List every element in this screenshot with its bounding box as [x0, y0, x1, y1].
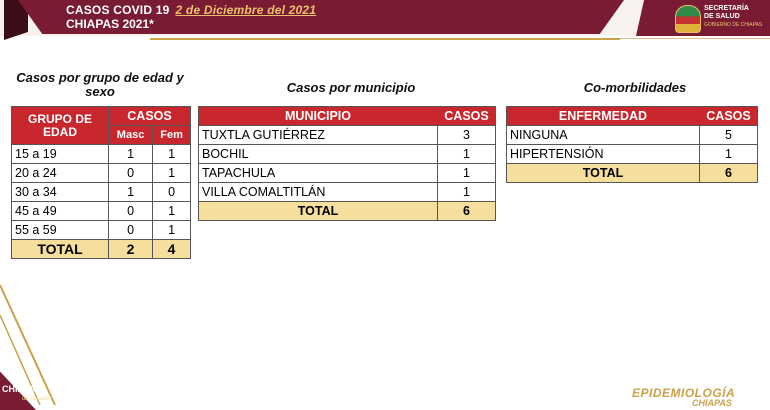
municipio-cell: BOCHIL [199, 145, 438, 164]
table-row [12, 183, 191, 202]
comorbidity-table [506, 106, 758, 183]
disease-cell: HIPERTENSIÓN [507, 145, 700, 164]
table-row [199, 126, 496, 145]
cases-cell: 1 [438, 164, 496, 183]
epidemiologia-brand: EPIDEMIOLOGÍA [632, 386, 736, 400]
age-group-cell: 45 a 49 [12, 202, 109, 221]
cases-cell: 1 [700, 145, 758, 164]
corner-logo-text: CHIAPAS [2, 384, 42, 394]
report-title [66, 3, 316, 17]
corner-logo-subtext: de corazón [22, 396, 52, 402]
col-header-fem: Fem [153, 126, 191, 145]
table-row [12, 221, 191, 240]
age-group-cell: 30 a 34 [12, 183, 109, 202]
col-header-enfermedad: ENFERMEDAD [507, 107, 700, 126]
total-label: TOTAL [12, 240, 109, 259]
masc-cell: 0 [109, 164, 153, 183]
total-masc: 2 [109, 240, 153, 259]
divider-line-top [150, 38, 620, 40]
col-header-masc: Masc [109, 126, 153, 145]
report-subtitle: CHIAPAS 2021* [66, 17, 154, 31]
report-date: 2 de Diciembre del 2021 [175, 3, 317, 17]
logo-line-2: DE SALUD [704, 13, 740, 20]
col-header-cases: CASOS [700, 107, 758, 126]
table-row [199, 183, 496, 202]
epidemiologia-brand-sub: CHIAPAS [692, 398, 732, 408]
table-row [507, 126, 758, 145]
total-fem: 4 [153, 240, 191, 259]
masc-cell: 1 [109, 183, 153, 202]
age-section-title: Casos por grupo de edad y sexo [16, 70, 184, 99]
age-group-cell: 55 a 59 [12, 221, 109, 240]
age-group-table [11, 106, 191, 259]
col-header-municipio: MUNICIPIO [199, 107, 438, 126]
total-label: TOTAL [199, 202, 438, 221]
state-seal-icon [675, 5, 701, 33]
total-value: 6 [438, 202, 496, 221]
fem-cell: 1 [153, 164, 191, 183]
table-row [199, 145, 496, 164]
logo-panel [636, 0, 770, 36]
masc-cell: 0 [109, 221, 153, 240]
col-header-group: GRUPO DE EDAD [12, 107, 109, 145]
municipio-cell: TAPACHULA [199, 164, 438, 183]
age-group-cell: 20 a 24 [12, 164, 109, 183]
cases-cell: 3 [438, 126, 496, 145]
municipio-table [198, 106, 496, 221]
disease-cell: NINGUNA [507, 126, 700, 145]
cases-cell: 1 [438, 183, 496, 202]
table-row [12, 164, 191, 183]
col-header-cases: CASOS [109, 107, 191, 126]
total-label: TOTAL [507, 164, 700, 183]
total-row [199, 202, 496, 221]
masc-cell: 0 [109, 202, 153, 221]
fem-cell: 0 [153, 183, 191, 202]
report-title-text: CASOS COVID 19 [66, 3, 170, 17]
age-group-cell: 15 a 19 [12, 145, 109, 164]
logo-subtext: GOBIERNO DE CHIAPAS [704, 22, 763, 28]
total-value: 6 [700, 164, 758, 183]
table-row [12, 145, 191, 164]
fem-cell: 1 [153, 202, 191, 221]
total-row [12, 240, 191, 259]
table-row [199, 164, 496, 183]
masc-cell: 1 [109, 145, 153, 164]
municipio-cell: VILLA COMALTITLÁN [199, 183, 438, 202]
municipio-section-title: Casos por municipio [286, 80, 416, 95]
comorb-section-title: Co-morbilidades [583, 80, 687, 95]
col-header-cases: CASOS [438, 107, 496, 126]
fem-cell: 1 [153, 221, 191, 240]
fem-cell: 1 [153, 145, 191, 164]
divider-line-right [620, 38, 770, 39]
cases-cell: 5 [700, 126, 758, 145]
total-row [507, 164, 758, 183]
table-row [12, 202, 191, 221]
table-row [507, 145, 758, 164]
municipio-cell: TUXTLA GUTIÉRREZ [199, 126, 438, 145]
logo-line-1: SECRETARÍA [704, 5, 749, 12]
cases-cell: 1 [438, 145, 496, 164]
logo-text [704, 5, 749, 21]
